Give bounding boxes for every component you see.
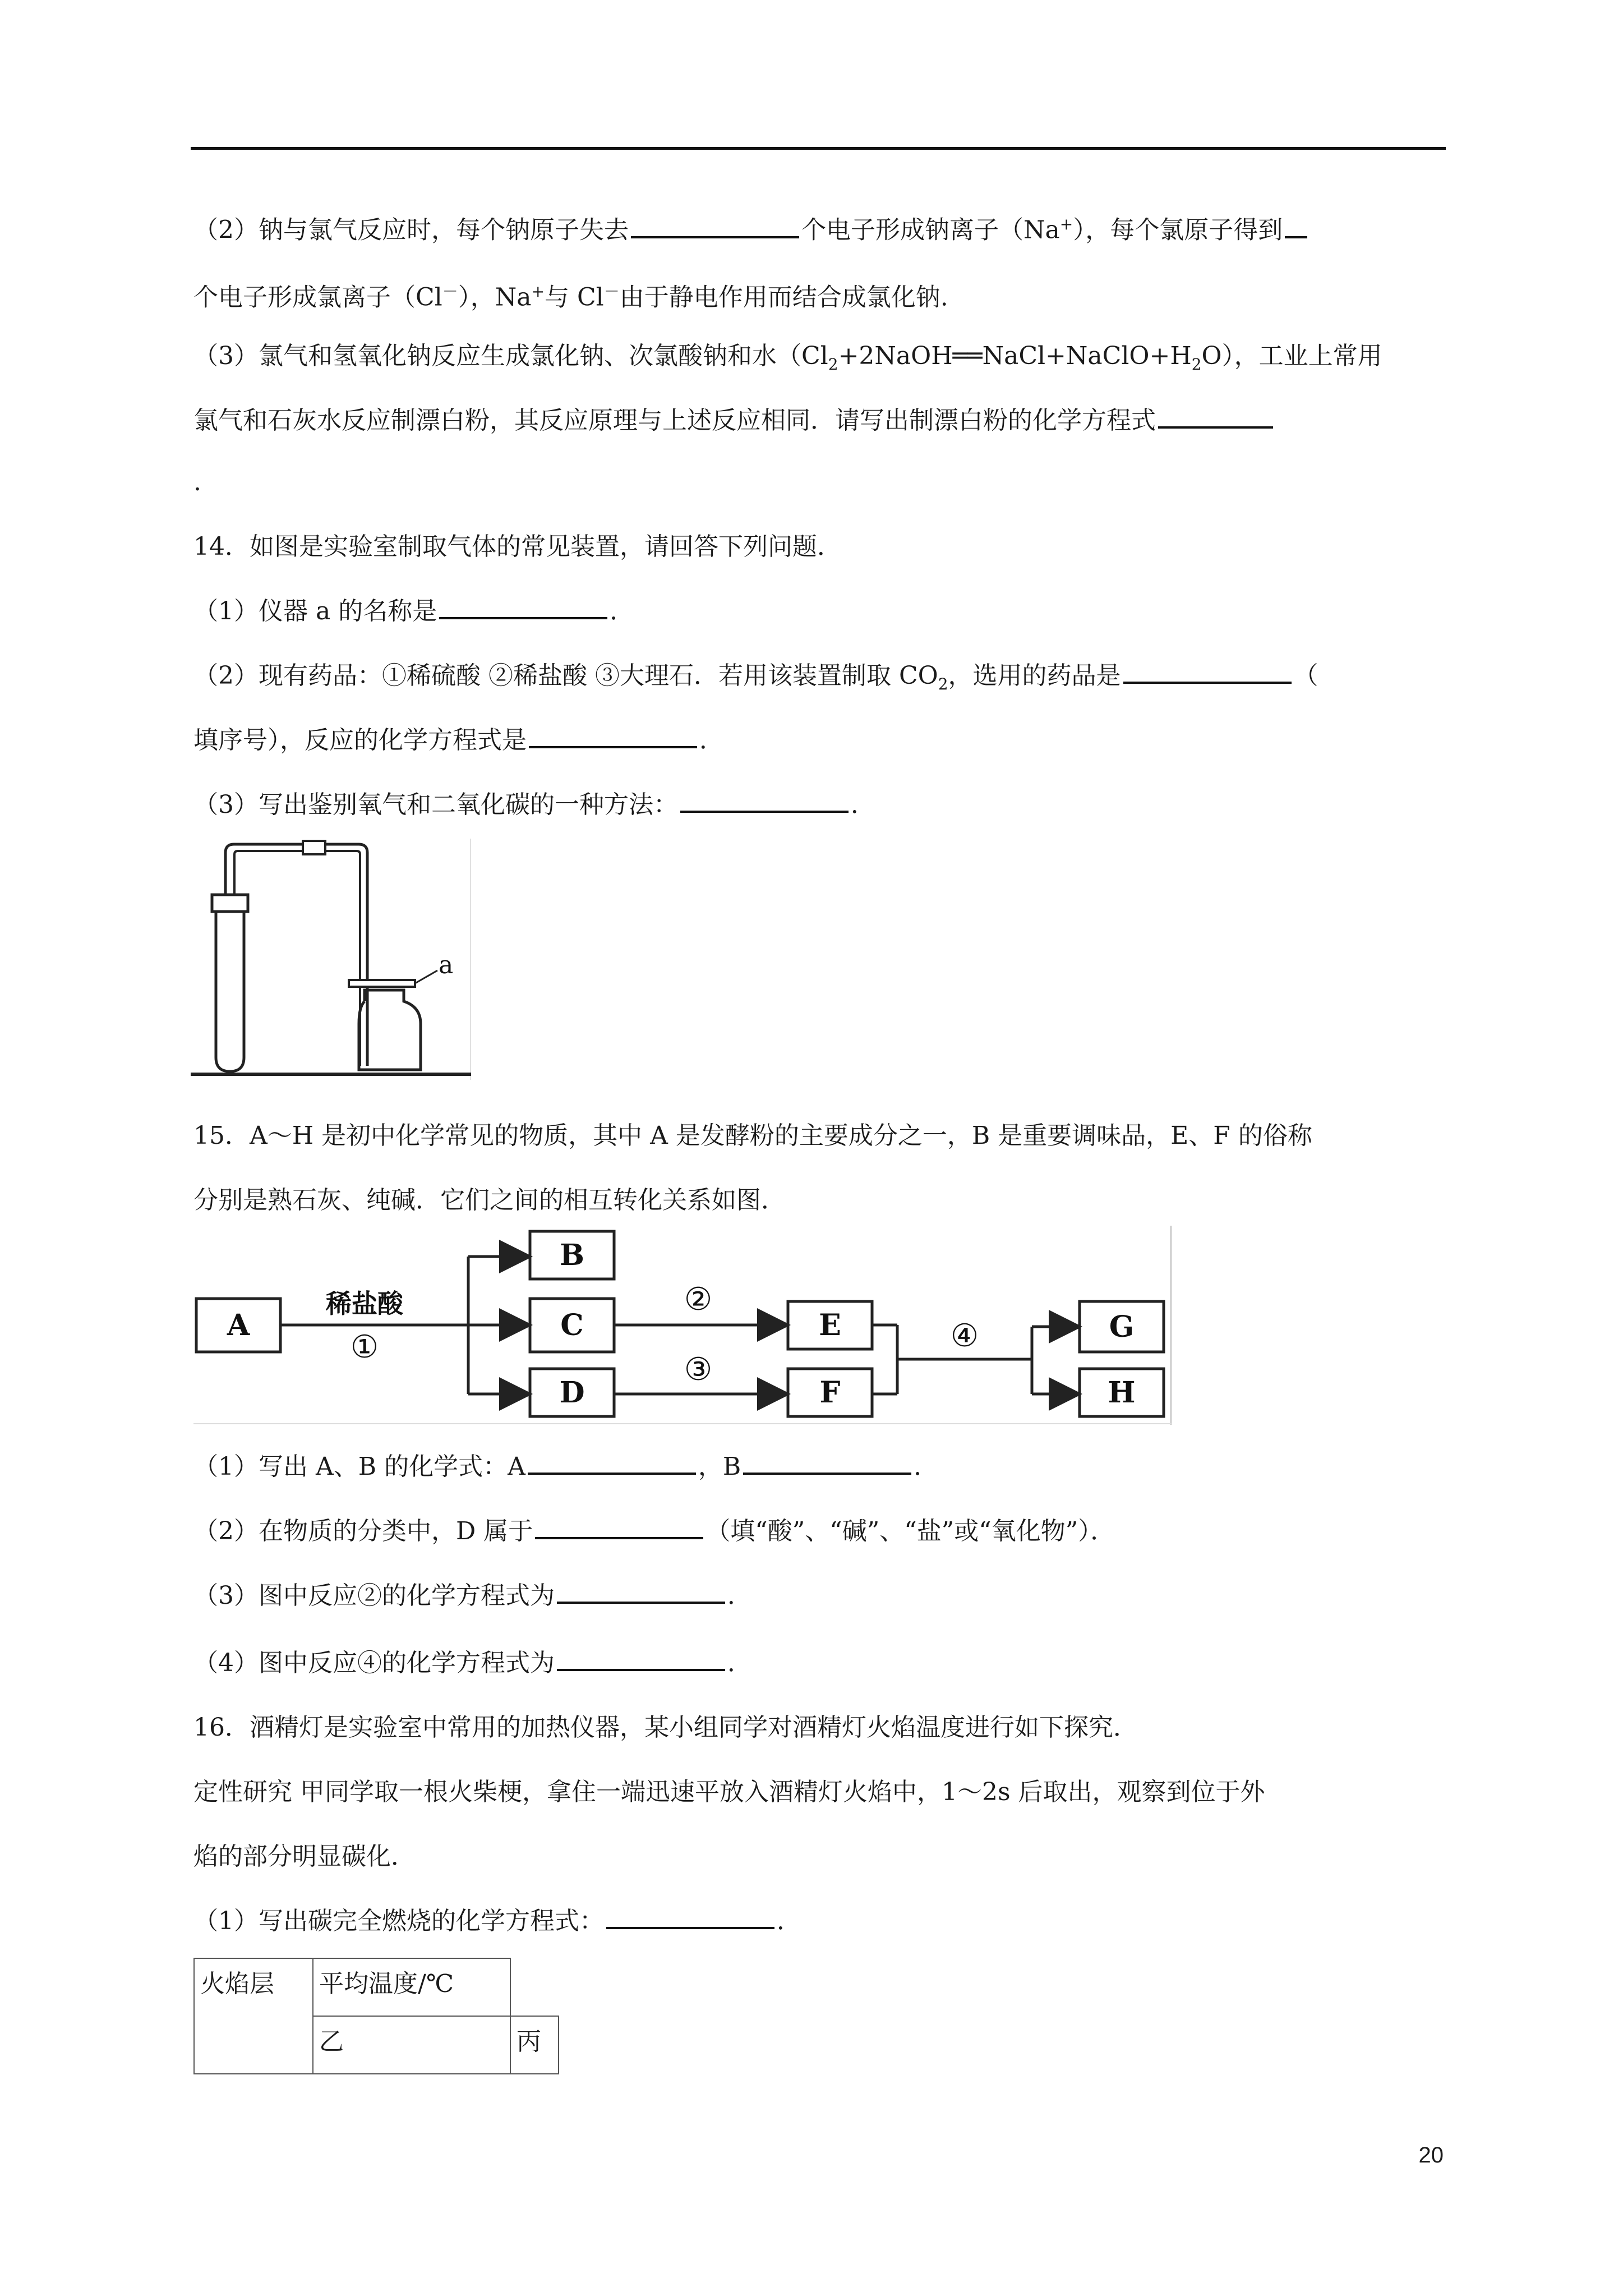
page-number: 20 bbox=[1418, 2143, 1444, 2168]
answer-blank[interactable] bbox=[528, 1450, 696, 1475]
q15-part3: （3）图中反应②的化学方程式为 ． bbox=[193, 1579, 752, 1613]
q15-part1: （1）写出 A、B 的化学式：A ，B ． bbox=[193, 1450, 938, 1484]
flame-temperature-table bbox=[193, 1958, 559, 2074]
gas-apparatus-figure bbox=[191, 839, 471, 1080]
reaction-3-label: ③ bbox=[684, 1351, 713, 1388]
answer-blank[interactable] bbox=[529, 724, 697, 748]
q14-part2-line2: 填序号），反应的化学方程式是 ． bbox=[193, 724, 724, 757]
answer-blank[interactable] bbox=[680, 788, 849, 813]
q15-stem-line2: 分别是熟石灰、纯碱．它们之间的相互转化关系如图． bbox=[193, 1186, 786, 1214]
table-cell-yi: 乙 bbox=[313, 2016, 510, 2074]
table-cell-bing: 丙 bbox=[510, 2016, 559, 2074]
conversion-diagram bbox=[193, 1226, 1172, 1425]
answer-blank[interactable] bbox=[557, 1646, 725, 1671]
node-G-label: G bbox=[1109, 1310, 1135, 1344]
answer-blank[interactable] bbox=[1158, 404, 1273, 429]
answer-blank[interactable] bbox=[557, 1579, 725, 1604]
q14-part3: （3）写出鉴别氧气和二氧化碳的一种方法： ． bbox=[193, 788, 875, 822]
node-D-label: D bbox=[559, 1375, 585, 1410]
node-H-label: H bbox=[1108, 1375, 1136, 1410]
reaction-1-label: ① bbox=[350, 1329, 379, 1365]
node-E-label: E bbox=[819, 1308, 841, 1342]
q14-stem: 14．如图是实验室制取气体的常见装置，请回答下列问题． bbox=[193, 532, 842, 561]
q13-part3-line1: （3）氯气和氢氧化钠反应生成氯化钠、次氯酸钠和水$(Cl_2+2NaOH══NaCl+NaClO+H_2O)$，工业上常用 bbox=[193, 342, 1382, 374]
answer-blank[interactable] bbox=[1123, 659, 1292, 684]
q14-part1: （1）仪器 a 的名称是 ． bbox=[193, 595, 634, 628]
reagent-label: 稀盐酸 bbox=[326, 1289, 403, 1319]
node-C-label: C bbox=[560, 1308, 584, 1342]
header-rule bbox=[191, 147, 1446, 150]
q13-part2-line1: （2）钠与氯气反应时，每个钠原子失去 个电子形成钠离子（Na+），每个氯原子得到 bbox=[193, 208, 1310, 247]
answer-blank[interactable] bbox=[743, 1450, 911, 1475]
q16-line3: 焰的部分明显碳化． bbox=[193, 1842, 416, 1871]
apparatus-label-a: a bbox=[439, 951, 454, 979]
reaction-2-label: ② bbox=[684, 1281, 713, 1318]
node-B-label: B bbox=[560, 1238, 584, 1272]
q16-line2: 定性研究 甲同学取一根火柴梗，拿住一端迅速平放入酒精灯火焰中，1～2s 后取出，观察到位于外 bbox=[193, 1778, 1265, 1806]
answer-blank[interactable] bbox=[535, 1515, 703, 1539]
answer-blank[interactable] bbox=[631, 214, 799, 238]
table-cell-avg-temp: 平均温度/℃ bbox=[313, 1958, 510, 2016]
q13-part3-end: . bbox=[193, 468, 201, 496]
table-cell-flame-layer: 火焰层 bbox=[194, 1958, 313, 2074]
q16-stem: 16．酒精灯是实验室中常用的加热仪器，某小组同学对酒精灯火焰温度进行如下探究． bbox=[193, 1713, 1138, 1742]
reaction-4-label: ④ bbox=[950, 1318, 979, 1354]
node-A-label: A bbox=[227, 1308, 250, 1342]
q13-part3-line2: 氯气和石灰水反应制漂白粉，其反应原理与上述反应相同．请写出制漂白粉的化学方程式 bbox=[193, 404, 1275, 438]
answer-blank[interactable] bbox=[1285, 214, 1307, 238]
q14-part2-line1: （2）现有药品：①稀硫酸 ②稀盐酸 ③大理石．若用该装置制取 $CO_2$，选用的药品是 （ bbox=[193, 659, 1318, 701]
q16-part1: （1）写出碳完全燃烧的化学方程式： ． bbox=[193, 1904, 801, 1938]
answer-blank[interactable] bbox=[606, 1904, 774, 1929]
node-F-label: F bbox=[819, 1375, 841, 1410]
q15-part2: （2）在物质的分类中，D 属于 （填“酸”、“碱”、“盐”或“氧化物”）． bbox=[193, 1515, 1115, 1548]
answer-blank[interactable] bbox=[439, 595, 607, 619]
q15-stem-line1: 15．A～H 是初中化学常见的物质，其中 A 是发酵粉的主要成分之一，B 是重要调味品，E、F 的俗称 bbox=[193, 1121, 1312, 1150]
q13-part2-line2: 个电子形成氯离子（Cl－），Na+与 Cl－由于静电作用而结合成氯化钠. bbox=[193, 282, 948, 312]
q15-part4: （4）图中反应④的化学方程式为 ． bbox=[193, 1646, 752, 1680]
table-cell-empty bbox=[510, 1958, 559, 2016]
